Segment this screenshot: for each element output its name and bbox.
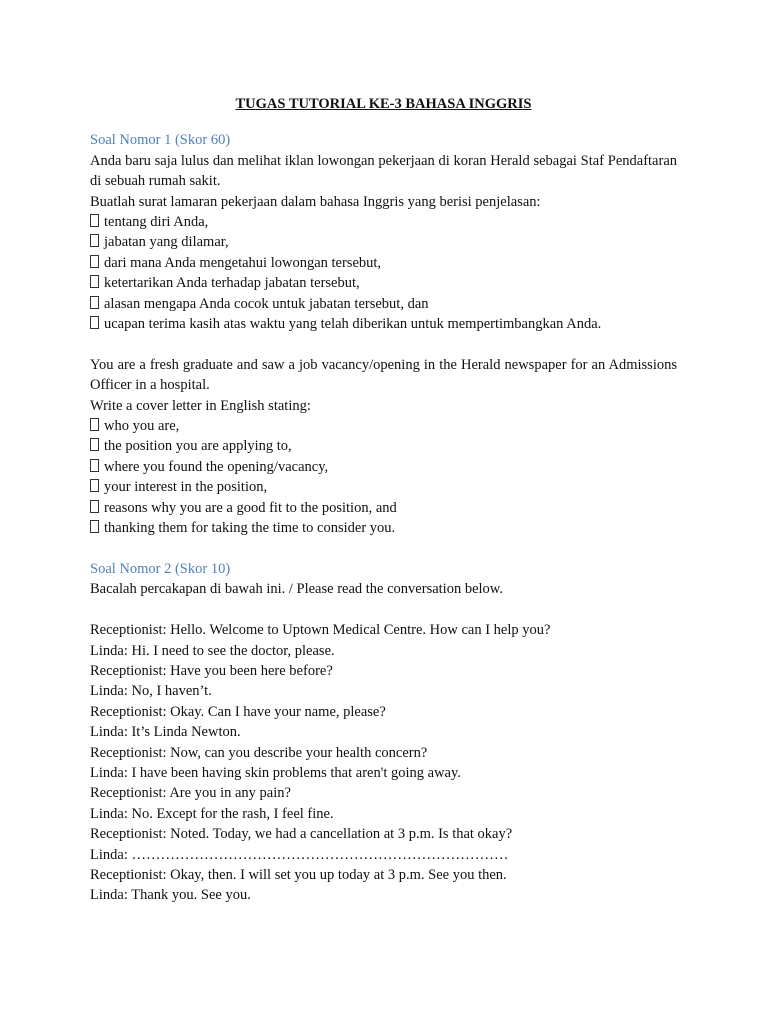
dialog-line: Receptionist: Okay. Can I have your name, please? (90, 703, 386, 720)
dialog-line: Linda: It’s Linda Newton. (90, 724, 241, 741)
dialog-line: Receptionist: Hello. Welcome to Uptown Medical Centre. How can I help you? (90, 622, 551, 639)
checkbox-glyph-icon (90, 316, 99, 329)
checkbox-glyph-icon (90, 418, 99, 431)
spacer (90, 600, 677, 620)
document-page (90, 94, 677, 906)
dialog-line: Receptionist: Have you been here before? (90, 662, 333, 679)
q2-heading: Soal Nomor 2 (Skor 10) (90, 560, 231, 577)
list-item: who you are, (90, 416, 677, 436)
checkbox-glyph-icon (90, 459, 99, 472)
spacer (90, 539, 677, 559)
list-item: where you found the opening/vacancy, (90, 457, 677, 477)
checkbox-glyph-icon (90, 479, 99, 492)
checkbox-glyph-icon (90, 438, 99, 451)
dialog-line-blank: Linda: …………………………………………………………………… (90, 846, 509, 863)
list-item: the position you are applying to, (90, 436, 677, 456)
dialog-line: Linda: No, I haven’t. (90, 683, 212, 700)
list-item: alasan mengapa Anda cocok untuk jabatan tersebut, dan (90, 294, 677, 314)
list-item: ketertarikan Anda terhadap jabatan tersebut, (90, 273, 677, 293)
checkbox-glyph-icon (90, 255, 99, 268)
dialog-line: Linda: I have been having skin problems that aren't going away. (90, 764, 461, 781)
dialog-line: Receptionist: Now, can you describe your health concern? (90, 744, 428, 761)
q1-en-paragraph: You are a fresh graduate and saw a job vacancy/opening in the Herald newspaper for an Admissions Officer in a hospital. (90, 356, 677, 394)
dialog-line: Receptionist: Noted. Today, we had a cancellation at 3 p.m. Is that okay? (90, 826, 513, 843)
list-item: dari mana Anda mengetahui lowongan tersebut, (90, 253, 677, 273)
list-item: thanking them for taking the time to consider you. (90, 518, 677, 538)
document-title: TUGAS TUTORIAL KE-3 BAHASA INGGRIS (235, 96, 532, 112)
q2-instruction: Bacalah percakapan di bawah ini. / Please read the conversation below. (90, 581, 503, 598)
q1-heading: Soal Nomor 1 (Skor 60) (90, 132, 231, 149)
dialog-line: Linda: No. Except for the rash, I feel fine. (90, 805, 334, 822)
list-item: your interest in the position, (90, 477, 677, 497)
checkbox-glyph-icon (90, 520, 99, 533)
list-item: ucapan terima kasih atas waktu yang telah diberikan untuk mempertimbangkan Anda. (90, 314, 677, 334)
q1-id-paragraph: Anda baru saja lulus dan melihat iklan lowongan pekerjaan di koran Herald sebagai Staf Pendaftaran di sebuah rumah sakit. (90, 152, 677, 190)
dialog-line: Linda: Thank you. See you. (90, 887, 251, 904)
q1-en-instruction: Write a cover letter in English stating: (90, 397, 311, 414)
q1-id-instruction: Buatlah surat lamaran pekerjaan dalam bahasa Inggris yang berisi penjelasan: (90, 193, 541, 210)
dialog-line: Linda: Hi. I need to see the doctor, please. (90, 642, 335, 659)
list-item: reasons why you are a good fit to the position, and (90, 498, 677, 518)
dialog-line: Receptionist: Okay, then. I will set you up today at 3 p.m. See you then. (90, 866, 507, 883)
list-item: jabatan yang dilamar, (90, 232, 677, 252)
dialog-line: Receptionist: Are you in any pain? (90, 785, 291, 802)
checkbox-glyph-icon (90, 500, 99, 513)
checkbox-glyph-icon (90, 296, 99, 309)
spacer (90, 334, 677, 354)
q1-id-list (90, 212, 677, 334)
conversation (90, 620, 677, 906)
checkbox-glyph-icon (90, 214, 99, 227)
checkbox-glyph-icon (90, 234, 99, 247)
list-item: tentang diri Anda, (90, 212, 677, 232)
q1-en-list (90, 416, 677, 538)
checkbox-glyph-icon (90, 275, 99, 288)
